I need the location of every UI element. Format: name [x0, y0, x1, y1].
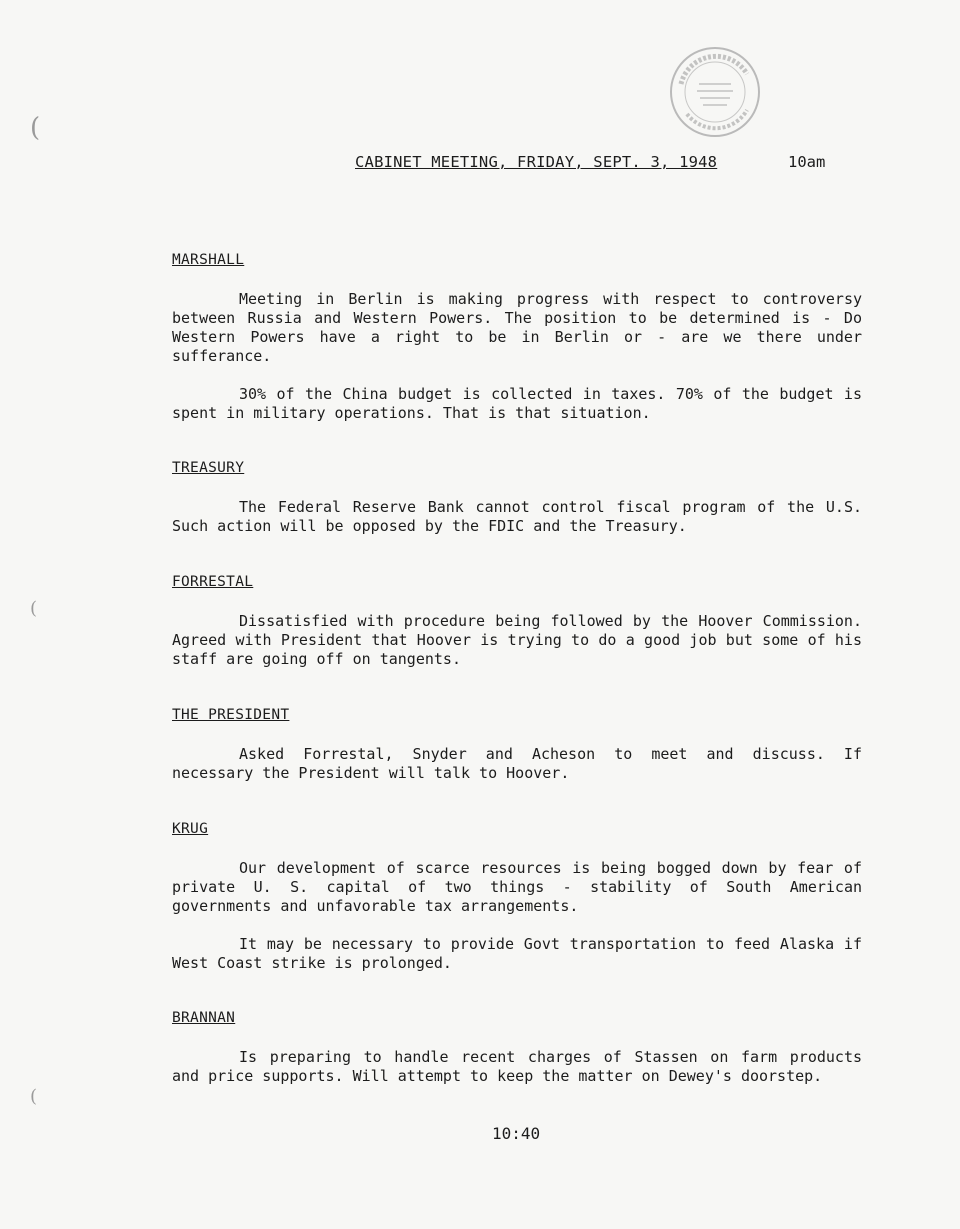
section-paragraph: Our development of scarce resources is being bogged down by fear of private U. S. capital of two things - stability of South American governments and unfavorable tax arrangements.	[172, 859, 862, 915]
section-krug	[172, 819, 862, 973]
archives-seal-icon	[667, 44, 763, 140]
section-forrestal	[172, 572, 862, 669]
margin-hole-mark: (	[30, 1086, 38, 1107]
document-header	[355, 153, 835, 171]
section-heading: TREASURY	[172, 460, 245, 476]
meeting-end-time: 10:40	[492, 1124, 541, 1143]
section-brannan	[172, 1008, 862, 1086]
section-paragraph: It may be necessary to provide Govt transportation to feed Alaska if West Coast strike is prolonged.	[172, 935, 862, 972]
section-heading: MARSHALL	[172, 252, 245, 268]
section-paragraph: Asked Forrestal, Snyder and Acheson to meet and discuss. If necessary the President will talk to Hoover.	[172, 745, 862, 782]
margin-hole-mark: (	[30, 113, 41, 143]
margin-hole-mark: (	[30, 598, 38, 619]
section-heading: BRANNAN	[172, 1010, 236, 1026]
section-the-president	[172, 705, 862, 783]
section-heading: FORRESTAL	[172, 574, 254, 590]
section-heading: THE PRESIDENT	[172, 707, 290, 723]
section-marshall	[172, 250, 862, 423]
section-paragraph: 30% of the China budget is collected in taxes. 70% of the budget is spent in military operations. That is that situation.	[172, 385, 862, 422]
document-title: CABINET MEETING, FRIDAY, SEPT. 3, 1948	[355, 153, 718, 171]
section-heading: KRUG	[172, 821, 209, 837]
section-paragraph: Dissatisfied with procedure being followed by the Hoover Commission. Agreed with President that Hoover is trying to do a good job but some of his staff are going off on tangents.	[172, 612, 862, 668]
section-paragraph: The Federal Reserve Bank cannot control fiscal program of the U.S. Such action will be opposed by the FDIC and the Treasury.	[172, 498, 862, 535]
section-paragraph: Is preparing to handle recent charges of Stassen on farm products and price supports. Will attempt to keep the matter on Dewey's doorstep.	[172, 1048, 862, 1085]
meeting-start-time: 10am	[788, 153, 826, 171]
section-paragraph: Meeting in Berlin is making progress with respect to controversy between Russia and Western Powers. The position to be determined is - Do Western Powers have a right to be in Berlin or - are we there under sufferance.	[172, 290, 862, 365]
section-treasury	[172, 458, 862, 536]
